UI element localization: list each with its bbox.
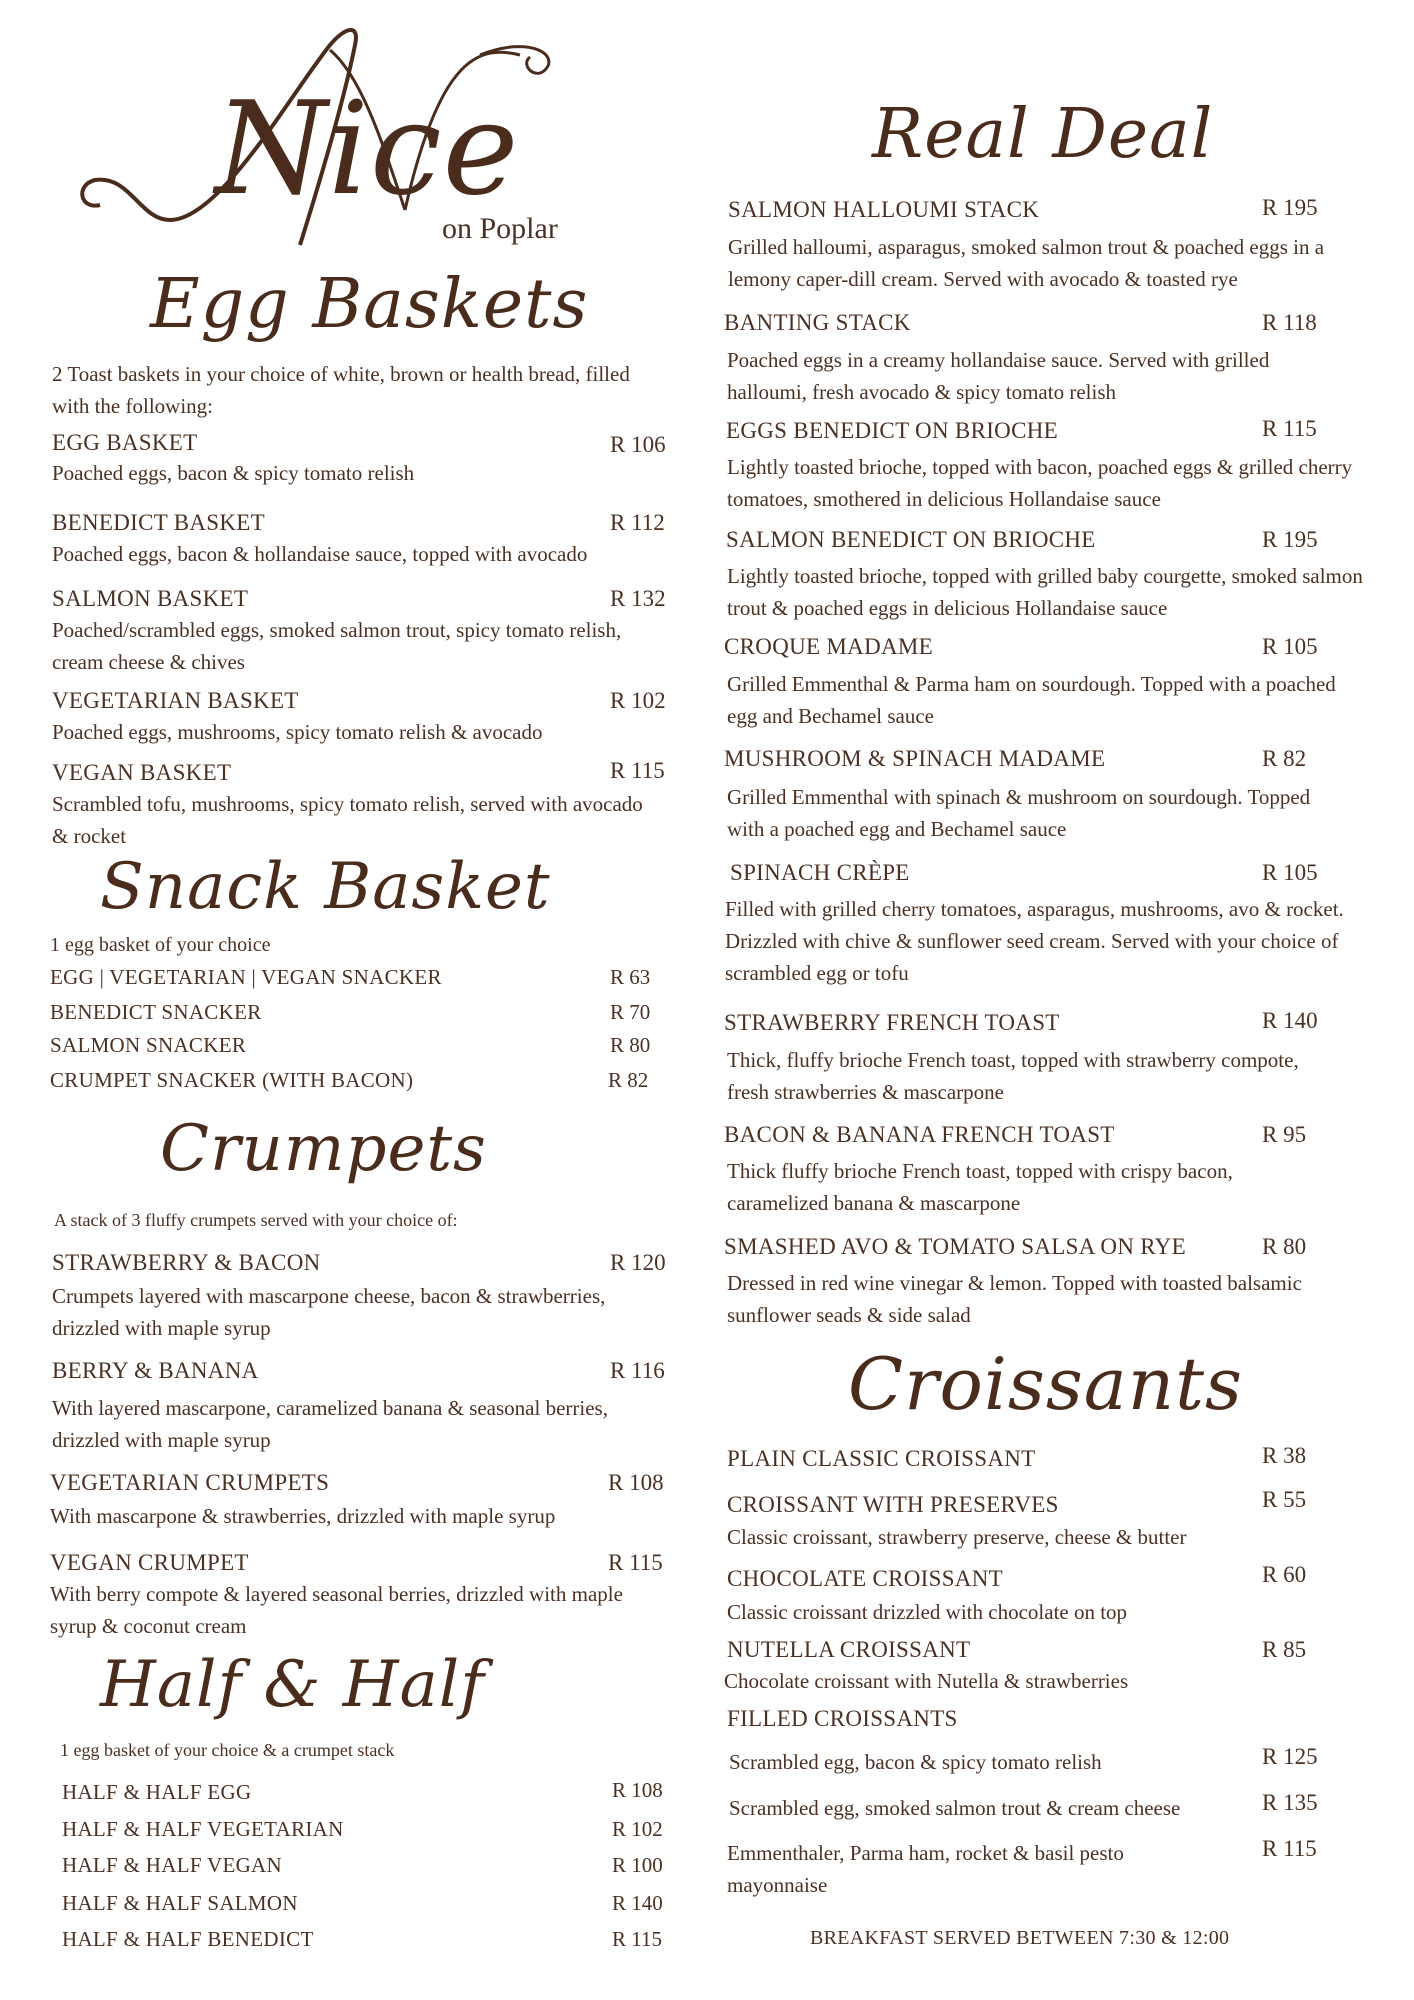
menu-item-name: BACON & BANANA FRENCH TOAST [724, 1122, 1115, 1147]
menu-item-desc: Scrambled tofu, mushrooms, spicy tomato relish, served with avocado & rocket [52, 792, 643, 848]
menu-item-name: SALMON BENEDICT ON BRIOCHE [726, 527, 1096, 552]
menu-item-name: VEGAN CRUMPET [50, 1550, 249, 1575]
half-item-name: HALF & HALF VEGETARIAN [62, 1817, 344, 1841]
footer-note: BREAKFAST SERVED BETWEEN 7:30 & 12:00 [810, 1927, 1230, 1949]
menu-item-name: BENEDICT BASKET [52, 510, 265, 535]
snack-item-price: R 80 [610, 1033, 651, 1057]
menu-item-price: R 55 [1262, 1487, 1307, 1512]
menu-item-name: CROISSANT WITH PRESERVES [727, 1492, 1059, 1517]
half-item-name: HALF & HALF EGG [62, 1780, 252, 1804]
menu-item-name: SPINACH CRÈPE [730, 860, 910, 885]
filled-item-price: R 135 [1262, 1790, 1318, 1815]
menu-item-name: VEGAN BASKET [52, 760, 232, 785]
half-item-price: R 102 [612, 1817, 663, 1841]
menu-item-price: R 106 [610, 432, 666, 457]
menu-item-desc: Grilled Emmenthal with spinach & mushroom on sourdough. Topped with a poached egg and Bechamel sauce [727, 785, 1311, 841]
menu-item-price: R 115 [1262, 416, 1317, 441]
menu-item-desc: Crumpets layered with mascarpone cheese, bacon & strawberries, drizzled with maple syrup [52, 1284, 606, 1340]
menu-item-desc: Poached/scrambled eggs, smoked salmon trout, spicy tomato relish, cream cheese & chives [52, 618, 622, 674]
menu-item-desc: Grilled Emmenthal & Parma ham on sourdough. Topped with a poached egg and Bechamel sauce [727, 672, 1336, 728]
menu-item-desc: Poached eggs, bacon & hollandaise sauce, topped with avocado [52, 542, 588, 566]
snack-basket-intro: 1 egg basket of your choice [50, 934, 271, 956]
menu-item-name: EGGS BENEDICT ON BRIOCHE [726, 418, 1058, 443]
menu-item-desc: Poached eggs, mushrooms, spicy tomato relish & avocado [52, 720, 543, 744]
snack-basket-title: Snack Basket [100, 850, 551, 924]
menu-item-desc: Poached eggs, bacon & spicy tomato relish [52, 461, 415, 485]
snack-item-price: R 63 [610, 965, 651, 989]
menu-item-price: R 60 [1262, 1562, 1307, 1587]
egg-baskets-title: Egg Baskets [150, 265, 589, 344]
half-item-name: HALF & HALF SALMON [62, 1891, 298, 1915]
filled-item-price: R 115 [1262, 1836, 1317, 1861]
half-item-name: HALF & HALF VEGAN [62, 1853, 282, 1877]
menu-item-name: EGG BASKET [52, 430, 198, 455]
menu-item-desc: Lightly toasted brioche, topped with bacon, poached eggs & grilled cherry tomatoes, smothered in delicious Hollandaise sauce [727, 455, 1353, 511]
menu-item-name: BANTING STACK [724, 310, 911, 335]
menu-item-price: R 116 [610, 1358, 665, 1383]
croissants-title: Croissants [848, 1342, 1243, 1426]
menu-item-desc: With mascarpone & strawberries, drizzled with maple syrup [50, 1504, 556, 1528]
menu-item-name: STRAWBERRY FRENCH TOAST [724, 1010, 1060, 1035]
menu-item-price: R 112 [610, 510, 665, 535]
half-item-price: R 108 [612, 1778, 663, 1802]
menu-item-price: R 132 [610, 586, 666, 611]
menu-item-price: R 82 [1262, 746, 1307, 771]
snack-item-name: BENEDICT SNACKER [50, 1000, 262, 1024]
half-item-price: R 100 [612, 1853, 663, 1877]
egg-baskets-intro: 2 Toast baskets in your choice of white, brown or health bread, filled with the following: [52, 362, 630, 418]
menu-item-name: STRAWBERRY & BACON [52, 1250, 321, 1275]
menu-item-price: R 38 [1262, 1443, 1307, 1468]
half-item-price: R 140 [612, 1891, 663, 1915]
menu-item-desc: Grilled halloumi, asparagus, smoked salmon trout & poached eggs in a lemony caper-dill cream. Served with avocado & toasted rye [728, 235, 1325, 291]
menu-item-name: VEGETARIAN BASKET [52, 688, 299, 713]
filled-item-desc: Emmenthaler, Parma ham, rocket & basil pesto mayonnaise [727, 1841, 1124, 1897]
snack-item-name: CRUMPET SNACKER (WITH BACON) [50, 1068, 414, 1092]
menu-item-price: R 102 [610, 688, 666, 713]
menu-item-price: R 80 [1262, 1234, 1307, 1259]
filled-item-desc: Scrambled egg, smoked salmon trout & cream cheese [729, 1796, 1181, 1820]
menu-item-price: R 105 [1262, 634, 1318, 659]
menu-item-desc: Thick, fluffy brioche French toast, topped with strawberry compote, fresh strawberries & mascarpone [727, 1048, 1299, 1104]
crumpets-title: Crumpets [160, 1112, 487, 1186]
snack-item-price: R 82 [608, 1068, 649, 1092]
snack-item-price: R 70 [610, 1000, 651, 1024]
menu-item-price: R 120 [610, 1250, 666, 1275]
menu-item-desc: Lightly toasted brioche, topped with grilled baby courgette, smoked salmon trout & poached eggs in delicious Hollandaise sauce [727, 564, 1363, 620]
menu-item-desc: Classic croissant drizzled with chocolate on top [727, 1600, 1128, 1624]
half-half-title: Half & Half [100, 1648, 485, 1722]
menu-item-name: NUTELLA CROISSANT [727, 1637, 971, 1662]
menu-item-desc: With berry compote & layered seasonal berries, drizzled with maple syrup & coconut cream [50, 1582, 623, 1638]
menu-item-desc: Dressed in red wine vinegar & lemon. Topped with toasted balsamic sunflower seads & side salad [727, 1271, 1302, 1327]
menu-item-desc: Poached eggs in a creamy hollandaise sauce. Served with grilled halloumi, fresh avocado & spicy tomato relish [727, 348, 1270, 404]
menu-item-price: R 140 [1262, 1008, 1318, 1033]
crumpets-intro: A stack of 3 fluffy crumpets served with your choice of: [54, 1210, 458, 1230]
menu-item-price: R 115 [608, 1550, 663, 1575]
menu-item-name: MUSHROOM & SPINACH MADAME [724, 746, 1106, 771]
snack-item-name: SALMON SNACKER [50, 1033, 247, 1057]
menu-item-desc: Filled with grilled cherry tomatoes, asparagus, mushrooms, avo & rocket. Drizzled with chive & sunflower seed cream. Served with your choice of scrambled egg or tofu [725, 897, 1344, 985]
menu-item-name: SALMON HALLOUMI STACK [728, 197, 1040, 222]
filled-croissants-header: FILLED CROISSANTS [727, 1706, 958, 1731]
menu-item-desc: With layered mascarpone, caramelized banana & seasonal berries, drizzled with maple syrup [52, 1396, 608, 1452]
menu-item-name: SALMON BASKET [52, 586, 249, 611]
menu-item-price: R 115 [610, 758, 665, 783]
logo-name: Nice [215, 75, 520, 224]
menu-item-price: R 195 [1262, 195, 1318, 220]
logo-subtitle: on Poplar [442, 212, 558, 245]
menu-item-name: SMASHED AVO & TOMATO SALSA ON RYE [724, 1234, 1186, 1259]
filled-item-price: R 125 [1262, 1744, 1318, 1769]
menu-item-price: R 118 [1262, 310, 1317, 335]
real-deal-title: Real Deal [872, 95, 1214, 174]
half-item-name: HALF & HALF BENEDICT [62, 1927, 314, 1951]
menu-item-desc: Classic croissant, strawberry preserve, cheese & butter [727, 1525, 1187, 1549]
menu-item-name: CROQUE MADAME [724, 634, 933, 659]
half-item-price: R 115 [612, 1927, 662, 1951]
menu-item-price: R 108 [608, 1470, 664, 1495]
menu-item-desc: Chocolate croissant with Nutella & strawberries [724, 1669, 1129, 1693]
menu-item-name: BERRY & BANANA [52, 1358, 259, 1383]
menu-item-name: CHOCOLATE CROISSANT [727, 1566, 1003, 1591]
menu-item-name: PLAIN CLASSIC CROISSANT [727, 1446, 1036, 1471]
menu-item-desc: Thick fluffy brioche French toast, topped with crispy bacon, caramelized banana & mascarpone [727, 1159, 1233, 1215]
half-half-intro: 1 egg basket of your choice & a crumpet stack [60, 1740, 395, 1760]
menu-item-price: R 195 [1262, 527, 1318, 552]
menu-item-name: VEGETARIAN CRUMPETS [50, 1470, 330, 1495]
snack-item-name: EGG | VEGETARIAN | VEGAN SNACKER [50, 965, 442, 989]
filled-item-desc: Scrambled egg, bacon & spicy tomato relish [729, 1750, 1102, 1774]
menu-item-price: R 105 [1262, 860, 1318, 885]
menu-item-price: R 85 [1262, 1637, 1307, 1662]
menu-item-price: R 95 [1262, 1122, 1307, 1147]
